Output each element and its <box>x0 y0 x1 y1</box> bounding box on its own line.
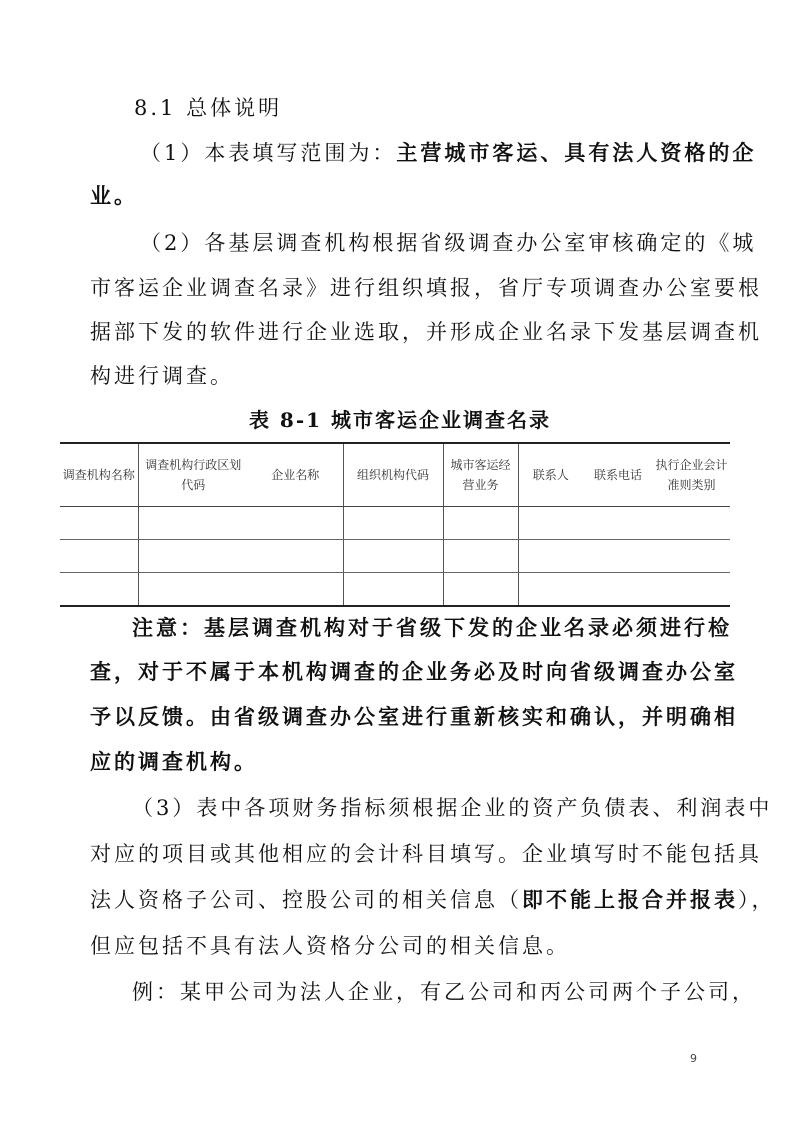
paragraph-3-line-1: （3）表中各项财务指标须根据企业的资产负债表、利润表中 <box>132 796 773 820</box>
table-row <box>60 540 730 573</box>
paragraph-2-line-1: （2）各基层调查机构根据省级调查办公室审核确定的《城 <box>140 231 757 255</box>
note-line-1: 注意：基层调查机构对于省级下发的企业名录必须进行检 <box>132 615 732 640</box>
table-cell <box>248 540 343 573</box>
paragraph-3-line-3 <box>90 884 776 914</box>
table-row <box>60 573 730 607</box>
note-line-2: 查，对于不属于本机构调查的企业务必及时向省级调查办公室 <box>90 659 738 684</box>
paragraph-3-text-end: ）， <box>738 888 776 912</box>
table-cell <box>518 507 583 540</box>
table-cell <box>343 573 443 607</box>
note-line-4: 应的调查机构。 <box>90 749 258 774</box>
table-header: 组织机构代码 <box>343 443 443 507</box>
table-cell <box>443 573 518 607</box>
paragraph-3-emphasis: 即不能上报合并报表 <box>522 887 738 912</box>
table-cell <box>248 573 343 607</box>
table-cell <box>60 540 138 573</box>
table-cell <box>583 507 653 540</box>
example-line-1: 例：某甲公司为法人企业，有乙公司和丙公司两个子公司， <box>132 980 756 1004</box>
table-cell <box>138 573 248 607</box>
table-cell <box>518 573 583 607</box>
table-cell <box>653 507 730 540</box>
paragraph-3-text: 法人资格子公司、控股公司的相关信息（ <box>90 888 522 912</box>
table-header: 调查机构名称 <box>60 443 138 507</box>
paragraph-1-line-2: 业。 <box>90 183 138 208</box>
note-line-3: 予以反馈。由省级调查办公室进行重新核实和确认，并明确相 <box>90 704 738 729</box>
table-cell <box>343 540 443 573</box>
table-cell <box>443 507 518 540</box>
table-header: 联系人 <box>518 443 583 507</box>
page-number: 9 <box>690 1052 697 1065</box>
table-cell <box>518 540 583 573</box>
table-cell <box>443 540 518 573</box>
paragraph-1-line-1 <box>140 137 756 167</box>
enterprise-register-table <box>60 442 730 607</box>
table-cell <box>583 540 653 573</box>
paragraph-3-line-4: 但应包括不具有法人资格分公司的相关信息。 <box>90 934 570 958</box>
paragraph-2-line-2: 市客运企业调查名录》进行组织填报，省厅专项调查办公室要根 <box>90 276 762 300</box>
table-cell <box>583 573 653 607</box>
table-cell <box>653 573 730 607</box>
table-cell <box>248 507 343 540</box>
table-cell <box>60 573 138 607</box>
table-cell <box>60 507 138 540</box>
section-heading: 8.1 总体说明 <box>134 96 283 120</box>
paragraph-2-line-3: 据部下发的软件进行企业选取，并形成企业名录下发基层调查机 <box>90 320 762 344</box>
table-cell <box>138 507 248 540</box>
table-header: 联系电话 <box>583 443 653 507</box>
table-header: 城市客运经营业务 <box>443 443 518 507</box>
paragraph-3-line-2: 对应的项目或其他相应的会计科目填写。企业填写时不能包括具 <box>90 842 762 866</box>
paragraph-1-emphasis: 主营城市客运、具有法人资格的企 <box>396 140 757 165</box>
table-row <box>60 507 730 540</box>
table-cell <box>653 540 730 573</box>
table-header: 调查机构行政区划代码 <box>138 443 248 507</box>
table-header: 企业名称 <box>248 443 343 507</box>
table-cell <box>138 540 248 573</box>
paragraph-2-line-4: 构进行调查。 <box>90 364 234 388</box>
paragraph-1-text: （1）本表填写范围为： <box>140 141 397 165</box>
table-header-row <box>60 443 730 507</box>
table-cell <box>343 507 443 540</box>
table-header: 执行企业会计准则类别 <box>653 443 730 507</box>
table-title: 表 8-1 城市客运企业调查名录 <box>248 408 552 432</box>
